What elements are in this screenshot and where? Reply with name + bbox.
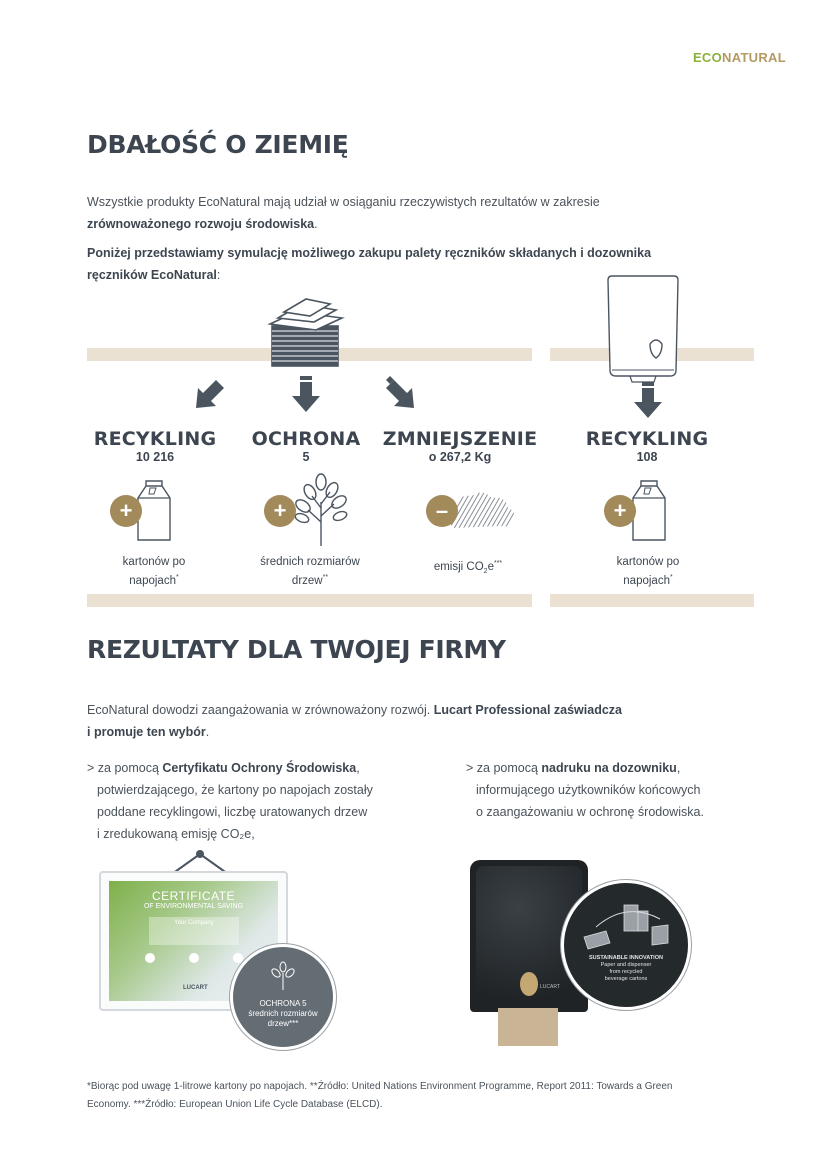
bullet-certificate (87, 757, 417, 845)
stat-value-recycling: 10 216 (135, 450, 175, 464)
caption-recycling-word: napojach (129, 574, 176, 587)
certificate-bullet-icon-3 (233, 953, 243, 963)
stat-value-reduction: o 267,2 Kg (428, 450, 492, 464)
results-line1-text: EcoNatural dowodzi zaangażowania w zrównoważony rozwój. (87, 703, 434, 717)
arrow-down-left-icon (192, 378, 226, 412)
caption-recycling-dispenser-line2 (578, 570, 718, 589)
caption-protection-line2 (240, 570, 380, 589)
sim-line1: Poniżej przedstawiamy symulację możliwego zakupu palety ręczników składanych i dozownika (87, 246, 652, 260)
badge-line3: drzew*** (267, 1019, 299, 1028)
arrow-down-icon (292, 376, 320, 414)
dispenser-print-badge (561, 880, 691, 1010)
intro-end: . (314, 217, 318, 231)
caption-reduction-mark: *** (493, 560, 503, 567)
dispenser-logo: LUCART (540, 984, 560, 990)
footnote (87, 1078, 767, 1114)
badge-text (233, 999, 333, 1029)
tree-icon (286, 472, 356, 548)
results-line2 (87, 721, 727, 743)
dispenser-badge-line2: Paper and dispenser (600, 962, 652, 968)
caption-reduction-sub: 2 (483, 568, 488, 576)
brand-eco: ECO (692, 50, 723, 65)
results-line2-bold: i promuje ten wybór (87, 725, 206, 739)
stat-value-recycling-dispenser: 108 (636, 450, 658, 464)
certificate-bullet-icon-2 (189, 953, 199, 963)
bullet-dispenser (466, 757, 766, 823)
sim-end: : (216, 268, 221, 282)
certificate-company-box (149, 917, 239, 945)
band-bottom-right (550, 594, 754, 607)
intro-bold: zrównoważonego rozwoju środowiska (87, 217, 315, 231)
paper-towel-sheet (498, 1008, 558, 1046)
caption-recycling-dispenser-word: napojach (623, 574, 670, 587)
stat-value-protection: 5 (302, 450, 310, 464)
bullet-dispenser-bold: nadruku na dozowniku (541, 761, 677, 775)
caption-recycling-dispenser (578, 554, 718, 589)
caption-recycling-line1: kartonów po (122, 556, 186, 568)
brand-logo (693, 50, 786, 65)
towel-stack-icon (266, 296, 346, 371)
caption-reduction (398, 556, 538, 580)
bullet-certificate-line4: i zredukowaną emisję CO₂e, (97, 827, 255, 841)
bullet-certificate-line3: poddane recyklingowi, liczbę uratowanych drzew (97, 805, 368, 819)
badge-line2: średnich rozmiarów (248, 1009, 318, 1018)
bullet-certificate-bold: Certyfikatu Ochrony Środowiska (162, 761, 357, 775)
results-line1-bold: Lucart Professional zaświadcza (433, 703, 622, 717)
footnote-line2: Economy. ***Źródło: European Union Life Cycle Database (ELCD). (87, 1099, 383, 1110)
arrow-down-right-icon (384, 376, 420, 412)
dispenser-icon (604, 272, 682, 384)
caption-protection-word: drzew (291, 574, 323, 587)
stat-title-recycling: RECYKLING (93, 428, 217, 450)
arrow-down-right-column-icon (634, 382, 662, 420)
badge-line1: OCHRONA 5 (259, 999, 307, 1008)
caption-reduction-after: e (487, 560, 494, 573)
caption-reduction-text: emisji CO (433, 560, 484, 573)
bullet-dispenser-after: , (676, 761, 681, 775)
certificate-logo: LUCART (183, 985, 208, 991)
badge-tree-icon (268, 961, 298, 991)
certificate-subtitle: OF ENVIRONMENTAL SAVING (143, 903, 244, 910)
caption-recycling (84, 554, 224, 589)
dispenser-badge-line3: from recycled (609, 969, 643, 975)
bullet-dispenser-line1 (466, 757, 766, 779)
caption-recycling-dispenser-mark: * (669, 574, 673, 581)
caption-protection-mark: ** (322, 574, 329, 581)
plus-circle-protection: + (264, 495, 296, 527)
caption-recycling-dispenser-line1: kartonów po (616, 556, 680, 568)
section-title-results: REZULTATY DLA TWOJEJ FIRMY (87, 635, 506, 664)
intro-paragraph (87, 191, 727, 235)
caption-protection-line1: średnich rozmiarów (260, 556, 360, 568)
dispenser-badge-line1: SUSTAINABLE INNOVATION (589, 955, 663, 961)
minus-circle-reduction: – (426, 495, 458, 527)
recycled-cartons-icon (576, 897, 676, 953)
results-paragraph (87, 699, 727, 743)
sim-bold: ręczników EcoNatural (87, 268, 217, 282)
caption-recycling-line2 (84, 570, 224, 589)
intro-line1: Wszystkie produkty EcoNatural mają udział w osiąganiu rzeczywistych rezultatów w zakresie (87, 195, 600, 209)
dispenser-window (520, 972, 538, 996)
certificate-bullet-icon-1 (145, 953, 155, 963)
results-line1 (87, 699, 727, 721)
bullet-certificate-prefix: > za pomocą (87, 761, 163, 775)
stat-title-protection: OCHRONA (251, 428, 361, 450)
bullet-certificate-line1 (87, 757, 417, 779)
stat-title-reduction: ZMNIEJSZENIE (382, 428, 538, 450)
bullet-certificate-after: , (356, 761, 360, 775)
brand-natural: NATURAL (722, 50, 786, 65)
caption-protection (240, 554, 380, 589)
band-bottom-left (87, 594, 532, 607)
certificate-badge (230, 944, 336, 1050)
bullet-dispenser-line3: o zaangażowaniu w ochronę środowiska. (476, 805, 704, 819)
intro-line2 (87, 213, 727, 235)
page-title: DBAŁOŚĆ O ZIEMIĘ (87, 130, 349, 159)
plus-circle-recycling-dispenser: + (604, 495, 636, 527)
dispenser-badge-text (564, 955, 688, 983)
caption-recycling-mark: * (175, 574, 179, 581)
plus-circle-recycling: + (110, 495, 142, 527)
certificate-title: CERTIFICATE (151, 889, 236, 903)
results-line2-end: . (205, 725, 210, 739)
bullet-dispenser-line2: informującego użytkowników końcowych (476, 783, 701, 797)
footnote-line1: *Biorąc pod uwagę 1-litrowe kartony po napojach. **Źródło: United Nations Environment Programme, Report 2011: Towards a Green (87, 1081, 673, 1092)
bullet-dispenser-prefix: > za pomocą (466, 761, 542, 775)
bullet-certificate-line2: potwierdzającego, że kartony po napojach zostały (97, 783, 373, 797)
dispenser-badge-line4: beverage cartons (604, 976, 648, 982)
certificate-company: Your Company (174, 920, 214, 926)
stat-title-recycling-dispenser: RECYKLING (585, 428, 709, 450)
